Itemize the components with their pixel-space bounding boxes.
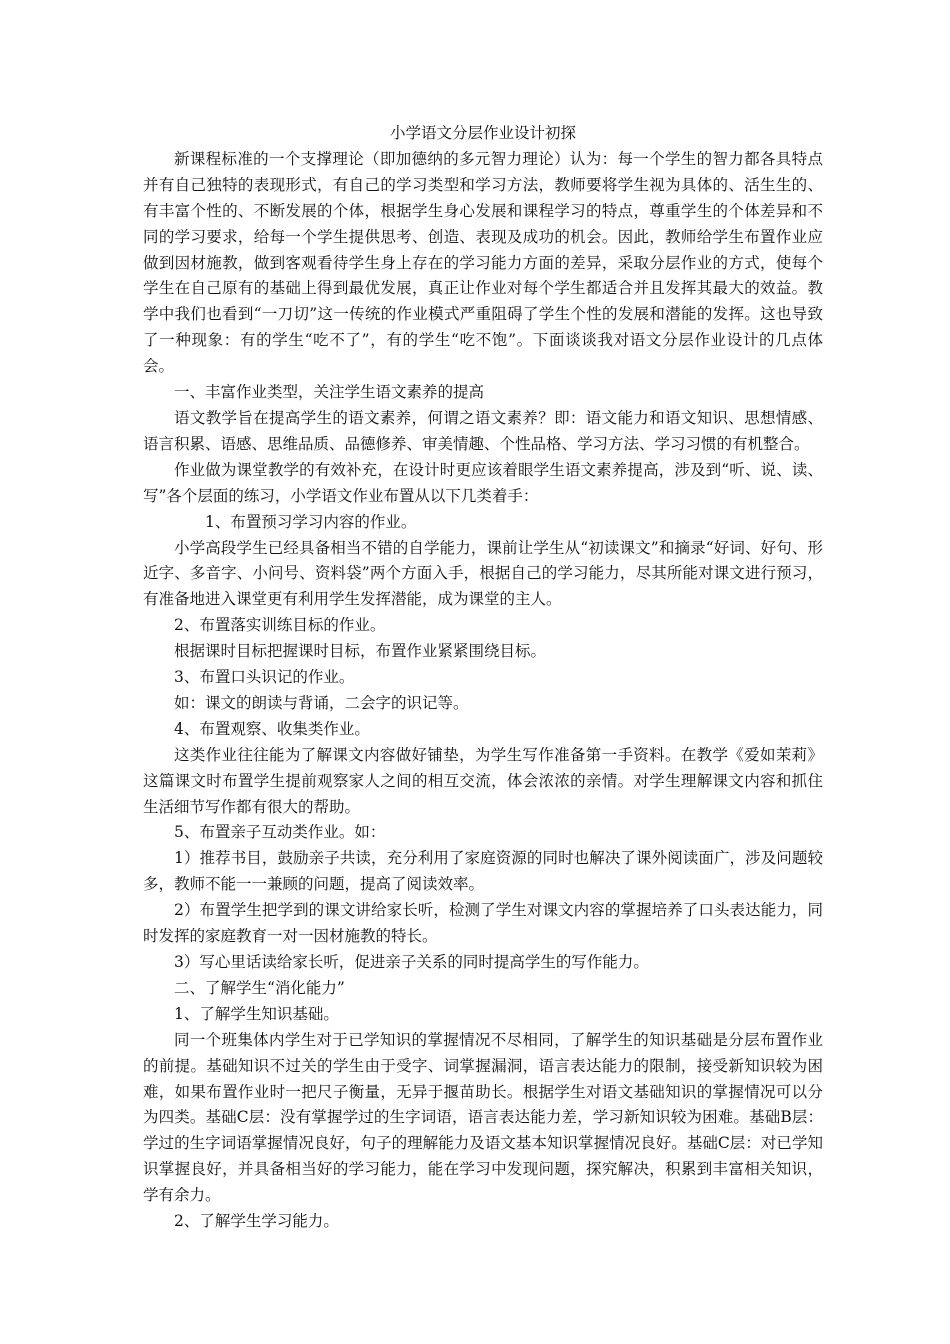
sub-heading: 2、布置落实训练目标的作业。: [174, 616, 386, 635]
list-item: 3）写心里话读给家长听，促进亲子关系的同时提高学生的写作能力。: [174, 953, 649, 971]
section-heading-1: 一、丰富作业类型，关注学生语文素养的提高: [174, 383, 485, 402]
sub-heading: 5、布置亲子互动类作业。如：: [174, 823, 386, 842]
list-item: 2）布置学生把学到的课文讲给家长听，检测了学生对课文内容的掌握培养了口头表达能力，同时发挥的家庭教育一对一因材施教的特长。: [143, 901, 823, 946]
body-paragraph: 同一个班集体内学生对于已学知识的掌握情况不尽相同，了解学生的知识基础是分层布置作业的前提。基础知识不过关的学生由于受字、词掌握漏洞，语言表达能力的限制，接受新知识较为困难，如果布置作业时一把尺子衡量，无异于揠苗助长。根据学生对语文基础知识的掌握情况可以分为四类。基础C层：没有掌握学过的生字词语，语言表达能力差，学习新知识较为困难。基础B层：学过的生字词语掌握情况良好，句子的理解能力及语文基本知识掌握情况良好。基础C层：对已学知识掌握良好，并具备相当好的学习能力，能在学习中发现问题，探究解决，积累到丰富相关知识，学有余力。: [143, 1030, 823, 1205]
body-paragraph: 根据课时目标把握课时目标，布置作业紧紧围绕目标。: [174, 642, 547, 661]
document-title: 小学语文分层作业设计初探: [389, 124, 576, 142]
body-paragraph: 这类作业往往能为了解课文内容做好铺垫，为学生写作准备第一手资料。在教学《爱如茉莉》这篇课文时布置学生提前观察家人之间的相互交流，体会浓浓的亲情。对学生理解课文内容和抓住生活细节写作都有很大的帮助。: [143, 745, 823, 816]
body-paragraph: 如：课文的朗读与背诵，二会字的识记等。: [174, 693, 469, 712]
sub-heading: 3、布置口头识记的作业。: [174, 668, 355, 687]
body-paragraph: 作业做为课堂教学的有效补充，在设计时更应该着眼学生语文素养提高，涉及到“听、说、读、写”各个层面的练习，小学语文作业布置从以下几类着手：: [143, 460, 823, 505]
body-paragraph: 小学高段学生已经具备相当不错的自学能力，课前让学生从“初读课文”和摘录“好词、好句、形近字、多音字、小问号、资料袋”两个方面入手，根据自己的学习能力，尽其所能对课文进行预习，有准备地进入课堂更有利用学生发挥潜能，成为课堂的主人。: [143, 538, 823, 609]
body-paragraph: 语文教学旨在提高学生的语文素养，何谓之语文素养？即：语文能力和语文知识、思想情感、语言积累、语感、思维品质、品德修养、审美情趣、个性品格、学习方法、学习习惯的有机整合。: [143, 408, 823, 453]
section-heading-2: 二、了解学生“消化能力”: [174, 978, 345, 997]
sub-heading: 1、了解学生知识基础。: [174, 1004, 339, 1023]
sub-heading: 1、布置预习学习内容的作业。: [205, 512, 417, 531]
sub-heading: 2、了解学生学习能力。: [174, 1212, 339, 1231]
list-item: 1）推荐书目，鼓励亲子共读，充分利用了家庭资源的同时也解决了课外阅读面广，涉及问题较多，教师不能一一兼顾的问题，提高了阅读效率。: [143, 849, 823, 894]
document-body: [143, 121, 823, 1235]
intro-paragraph: 新课程标准的一个支撑理论（即加德纳的多元智力理论）认为：每一个学生的智力都各具特点并有自己独特的表现形式，有自己的学习类型和学习方法，教师要将学生视为具体的、活生生的、有丰富个性的、不断发展的个体，根据学生身心发展和课程学习的特点，尊重学生的个体差异和不同的学习要求，给每一个学生提供思考、创造、表现及成功的机会。因此，教师给学生布置作业应做到因材施教，做到客观看待学生身上存在的学习能力方面的差异，采取分层作业的方式，使每个学生在自己原有的基础上得到最优发展，真正让作业对每个学生都适合并且发挥其最大的效益。教学中我们也看到“一刀切”这一传统的作业模式严重阻碍了学生个性的发展和潜能的发挥。这也导致了一种现象：有的学生“吃不了”，有的学生“吃不饱”。下面谈谈我对语文分层作业设计的几点体会。: [143, 149, 823, 376]
sub-heading: 4、布置观察、收集类作业。: [174, 719, 370, 738]
